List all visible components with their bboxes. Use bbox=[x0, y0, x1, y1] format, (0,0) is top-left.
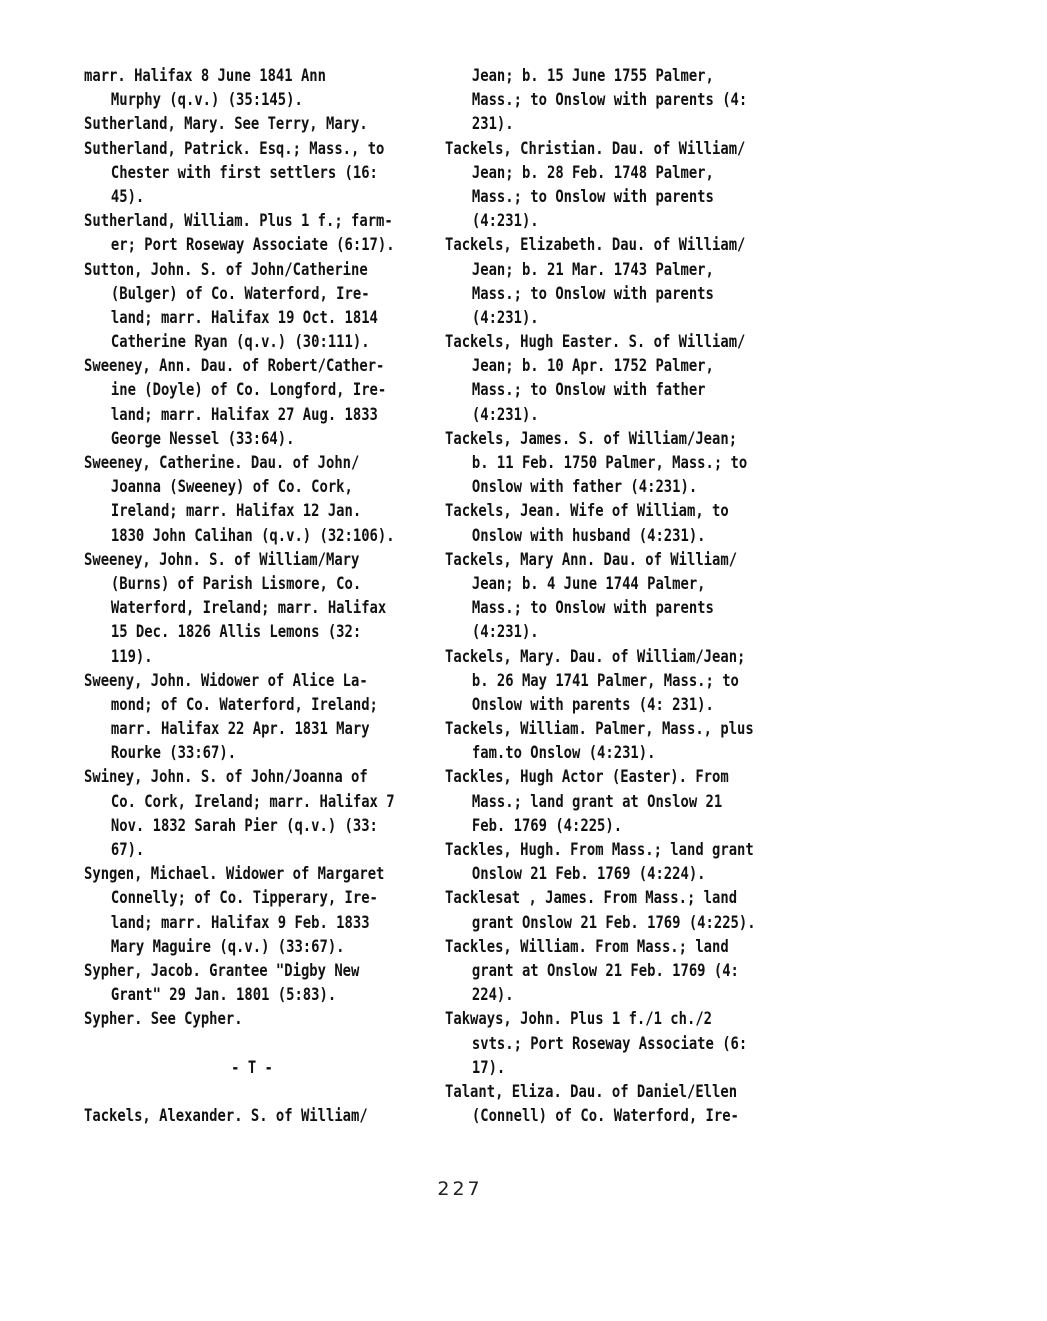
entry-line: Tackels, Hugh Easter. S. of William/ bbox=[445, 332, 746, 352]
entry-line: Sypher. See Cypher. bbox=[84, 1009, 243, 1029]
entry-line: Chester with first settlers (16: bbox=[110, 162, 378, 182]
entry-line: fam.to Onslow (4:231). bbox=[471, 743, 656, 763]
entry-line: Tackles, Hugh Actor (Easter). From bbox=[445, 767, 729, 787]
entry-line: Jean; b. 15 June 1755 Palmer, bbox=[471, 66, 714, 85]
entry-line: Feb. 1769 (4:225). bbox=[471, 815, 623, 835]
entry-line: Co. Cork, Ireland; marr. Halifax 7 bbox=[110, 791, 395, 811]
entry-line: Sweeney, Catherine. Dau. of John/ bbox=[84, 453, 360, 472]
entry-line: Mass.; to Onslow with father bbox=[471, 380, 706, 400]
entry-line: Mass.; to Onslow with parents bbox=[471, 283, 714, 303]
entry-line: Sutherland, Patrick. Esq.; Mass., to bbox=[84, 138, 385, 158]
entry-line: (4:231). bbox=[471, 211, 539, 231]
right-column bbox=[445, 64, 798, 1128]
entry-line: Tackels, Mary Ann. Dau. of William/ bbox=[445, 549, 738, 569]
entry-line: Takways, John. Plus 1 f./1 ch./2 bbox=[445, 1009, 713, 1029]
entry-line: Tackels, Christian. Dau. of William/ bbox=[445, 138, 746, 158]
entry-line: Jean; b. 21 Mar. 1743 Palmer, bbox=[471, 259, 714, 279]
entry-line: (4:231). bbox=[471, 622, 539, 642]
entry-line: Tackels, Elizabeth. Dau. of William/ bbox=[445, 235, 746, 255]
entry-line: Tackles, Hugh. From Mass.; land grant bbox=[445, 840, 754, 859]
entry-line: mond; of Co. Waterford, Ireland; bbox=[110, 694, 378, 714]
entry-line: 15 Dec. 1826 Allis Lemons (32: bbox=[110, 622, 362, 642]
entry-line: Tackels, William. Palmer, Mass., plus bbox=[445, 719, 754, 739]
entry-line: Jean; b. 10 Apr. 1752 Palmer, bbox=[471, 356, 714, 376]
entry-line: marr. Halifax 8 June 1841 Ann bbox=[84, 66, 326, 85]
entry-line: Sypher, Jacob. Grantee "Digby New bbox=[84, 960, 360, 980]
entry-line: 224). bbox=[471, 985, 514, 1005]
entry-line: (4:231). bbox=[471, 404, 539, 424]
page-number: 227 bbox=[437, 1178, 483, 1200]
entry-line: ine (Doyle) of Co. Longford, Ire- bbox=[110, 380, 387, 400]
entry-line: land; marr. Halifax 9 Feb. 1833 bbox=[110, 912, 370, 932]
entry-line: Onslow with parents (4: 231). bbox=[471, 694, 714, 714]
entry-line: 119). bbox=[110, 646, 153, 666]
entry-line: 67). bbox=[110, 840, 145, 859]
entry-line: 1830 John Calihan (q.v.) (32:106). bbox=[110, 525, 395, 545]
entry-line: Mass.; to Onslow with parents bbox=[471, 186, 714, 206]
entry-line: Mary Maguire (q.v.) (33:67). bbox=[110, 936, 345, 956]
entry-line: b. 11 Feb. 1750 Palmer, Mass.; to bbox=[471, 453, 748, 472]
entry-line: George Nessel (33:64). bbox=[110, 428, 295, 448]
entry-line: 45). bbox=[110, 186, 145, 206]
entry-line: Onslow with husband (4:231). bbox=[471, 525, 706, 545]
entry-line: grant Onslow 21 Feb. 1769 (4:225). bbox=[471, 912, 756, 932]
entry-line: er; Port Roseway Associate (6:17). bbox=[110, 235, 395, 255]
entry-line: Mass.; land grant at Onslow 21 bbox=[471, 791, 723, 811]
entry-line: Jean; b. 28 Feb. 1748 Palmer, bbox=[471, 162, 714, 182]
entry-line: Sutton, John. S. of John/Catherine bbox=[84, 259, 368, 279]
left-column bbox=[84, 64, 420, 1128]
section-header: - T - bbox=[231, 1057, 273, 1077]
entry-line: Syngen, Michael. Widower of Margaret bbox=[84, 864, 385, 884]
entry-line: Onslow 21 Feb. 1769 (4:224). bbox=[471, 864, 706, 884]
entry-line: Joanna (Sweeney) of Co. Cork, bbox=[110, 477, 353, 497]
entry-line: Tackles, William. From Mass.; land bbox=[445, 936, 729, 956]
entry-line: Grant" 29 Jan. 1801 (5:83). bbox=[110, 985, 337, 1005]
entry-line: Mass.; to Onslow with parents (4: bbox=[471, 90, 748, 110]
entry-line: grant at Onslow 21 Feb. 1769 (4: bbox=[471, 960, 739, 980]
entry-line: 17). bbox=[471, 1057, 506, 1077]
entry-line: Sweeny, John. Widower of Alice La- bbox=[84, 670, 368, 690]
blank-line bbox=[84, 1080, 420, 1104]
entry-line: 231). bbox=[471, 114, 514, 134]
entry-line: Ireland; marr. Halifax 12 Jan. bbox=[110, 501, 362, 521]
blank-line bbox=[84, 1032, 420, 1056]
entry-line: Tackels, Jean. Wife of William, to bbox=[445, 501, 729, 521]
entry-line: Murphy (q.v.) (35:145). bbox=[110, 90, 303, 110]
entry-line: Connelly; of Co. Tipperary, Ire- bbox=[110, 888, 378, 908]
entry-line: (4:231). bbox=[471, 307, 539, 327]
entry-line: Tackels, Alexander. S. of William/ bbox=[84, 1106, 368, 1126]
entry-line: Rourke (33:67). bbox=[110, 743, 237, 763]
entry-line: svts.; Port Roseway Associate (6: bbox=[471, 1033, 748, 1053]
entry-line: land; marr. Halifax 27 Aug. 1833 bbox=[110, 404, 378, 424]
entry-line: Swiney, John. S. of John/Joanna of bbox=[84, 767, 368, 787]
entry-line: Sweeney, John. S. of William/Mary bbox=[84, 549, 360, 569]
entry-line: marr. Halifax 22 Apr. 1831 Mary bbox=[110, 719, 370, 739]
entry-line: Waterford, Ireland; marr. Halifax bbox=[110, 598, 387, 618]
entry-line: (Bulger) of Co. Waterford, Ire- bbox=[110, 283, 370, 303]
entry-line: (Burns) of Parish Lismore, Co. bbox=[110, 573, 362, 593]
entry-line: Mass.; to Onslow with parents bbox=[471, 598, 714, 618]
entry-line: Onslow with father (4:231). bbox=[471, 477, 698, 497]
entry-line: Sutherland, William. Plus 1 f.; farm- bbox=[84, 211, 393, 231]
entry-line: Catherine Ryan (q.v.) (30:111). bbox=[110, 332, 370, 352]
entry-line: land; marr. Halifax 19 Oct. 1814 bbox=[110, 307, 378, 327]
entry-line: Tackels, James. S. of William/Jean; bbox=[445, 428, 738, 448]
entry-line: Talant, Eliza. Dau. of Daniel/Ellen bbox=[445, 1081, 738, 1101]
entry-line: Nov. 1832 Sarah Pier (q.v.) (33: bbox=[110, 815, 378, 835]
entry-line: Tackels, Mary. Dau. of William/Jean; bbox=[445, 646, 746, 666]
entry-line: Jean; b. 4 June 1744 Palmer, bbox=[471, 573, 706, 593]
entry-line: (Connell) of Co. Waterford, Ire- bbox=[471, 1106, 739, 1126]
entry-line: Tacklesat , James. From Mass.; land bbox=[445, 888, 738, 908]
entry-line: Sweeney, Ann. Dau. of Robert/Cather- bbox=[84, 356, 385, 376]
entry-line: Sutherland, Mary. See Terry, Mary. bbox=[84, 114, 368, 134]
entry-line: b. 26 May 1741 Palmer, Mass.; to bbox=[471, 670, 739, 690]
